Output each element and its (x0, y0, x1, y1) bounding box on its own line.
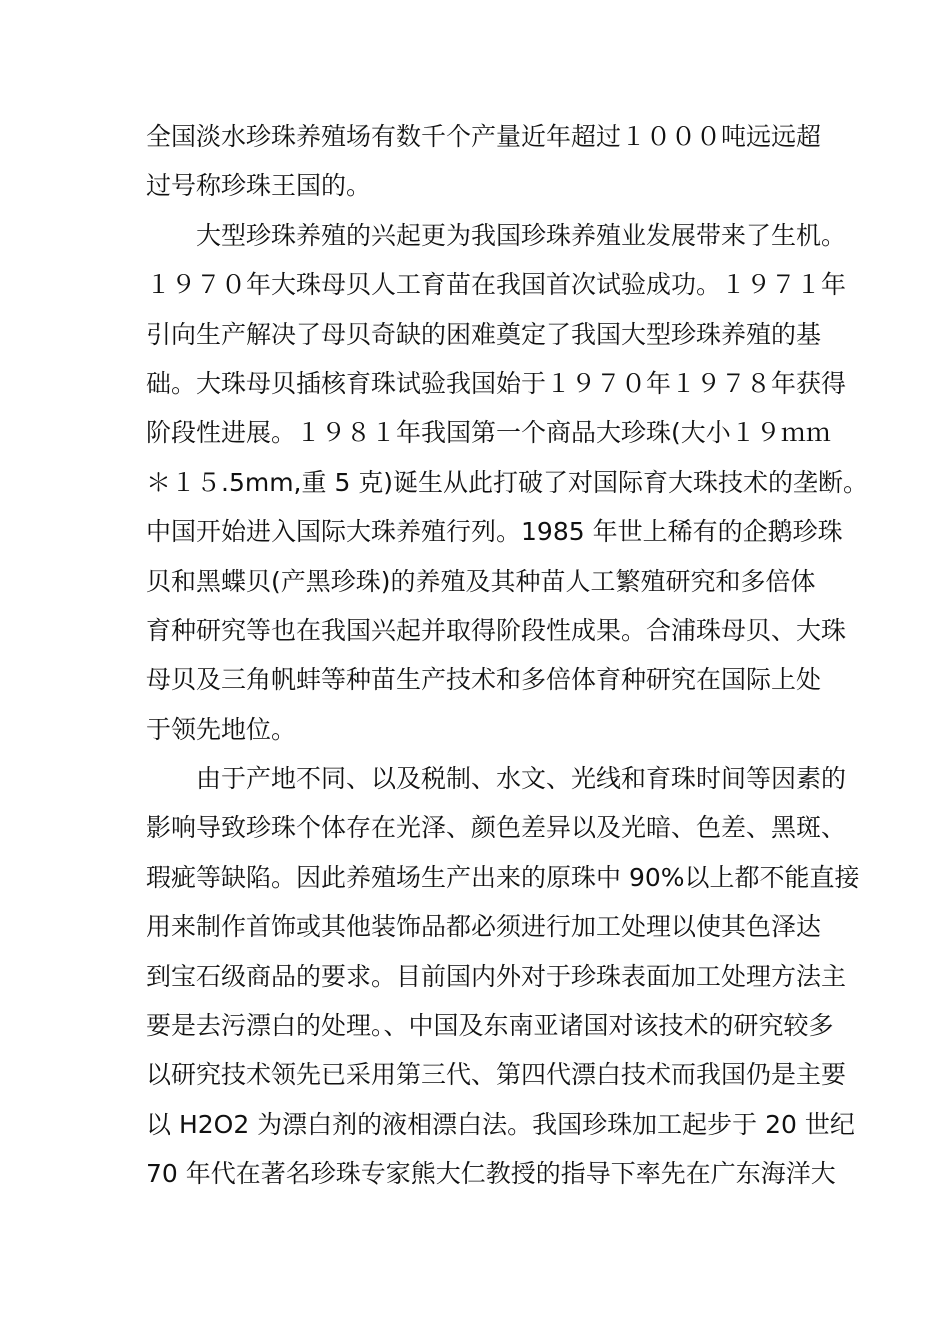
text-line: 瑕疵等缺陷。因此养殖场生产出来的原珠中 90%以上都不能直接 (146, 862, 860, 892)
text-line: 础。大珠母贝插核育珠试验我国始于１９７０年１９７８年获得 (146, 368, 847, 398)
body-text (146, 112, 869, 1199)
text-line: 要是去污漂白的处理。、中国及东南亚诸国对该技术的研究较多 (146, 1011, 834, 1041)
text-line: １９７０年大珠母贝人工育苗在我国首次试验成功。１９７１年 (146, 270, 847, 300)
text-line: 阶段性进展。１９８１年我国第一个商品大珍珠(大小１９ｍｍ (146, 418, 831, 448)
text-line: 母贝及三角帆蚌等种苗生产技术和多倍体育种研究在国际上处 (146, 665, 822, 695)
text-line: ＊１５.5mm,重 5 克)诞生从此打破了对国际育大珠技术的垄断。 (146, 467, 869, 497)
text-line: 以 H2O2 为漂白剂的液相漂白法。我国珍珠加工起步于 20 世纪 (146, 1109, 855, 1139)
text-line: 影响导致珍珠个体存在光泽、颜色差异以及光暗、色差、黑斑、 (146, 813, 847, 843)
text-line: 以研究技术领先已采用第三代、第四代漂白技术而我国仍是主要 (146, 1060, 847, 1090)
text-line: 全国淡水珍珠养殖场有数千个产量近年超过１０００吨远远超 (146, 122, 822, 151)
text-line: 大型珍珠养殖的兴起更为我国珍珠养殖业发展带来了生机。 (146, 220, 847, 250)
text-line: 引向生产解决了母贝奇缺的困难奠定了我国大型珍珠养殖的基 (146, 319, 822, 349)
text-line: 由于产地不同、以及税制、水文、光线和育珠时间等因素的 (146, 764, 847, 794)
text-line: 于领先地位。 (146, 714, 297, 744)
text-line: 过号称珍珠王国的。 (146, 171, 372, 201)
text-line: 育种研究等也在我国兴起并取得阶段性成果。合浦珠母贝、大珠 (146, 615, 847, 645)
text-line: 用来制作首饰或其他装饰品都必须进行加工处理以使其色泽达 (146, 912, 822, 942)
text-line: 贝和黑蝶贝(产黑珍珠)的养殖及其种苗人工繁殖研究和多倍体 (146, 566, 816, 596)
text-line: 70 年代在著名珍珠专家熊大仁教授的指导下率先在广东海洋大 (146, 1159, 836, 1189)
text-line: 中国开始进入国际大珠养殖行列。1985 年世上稀有的企鹅珍珠 (146, 517, 843, 547)
text-line: 到宝石级商品的要求。目前国内外对于珍珠表面加工处理方法主 (146, 961, 847, 991)
